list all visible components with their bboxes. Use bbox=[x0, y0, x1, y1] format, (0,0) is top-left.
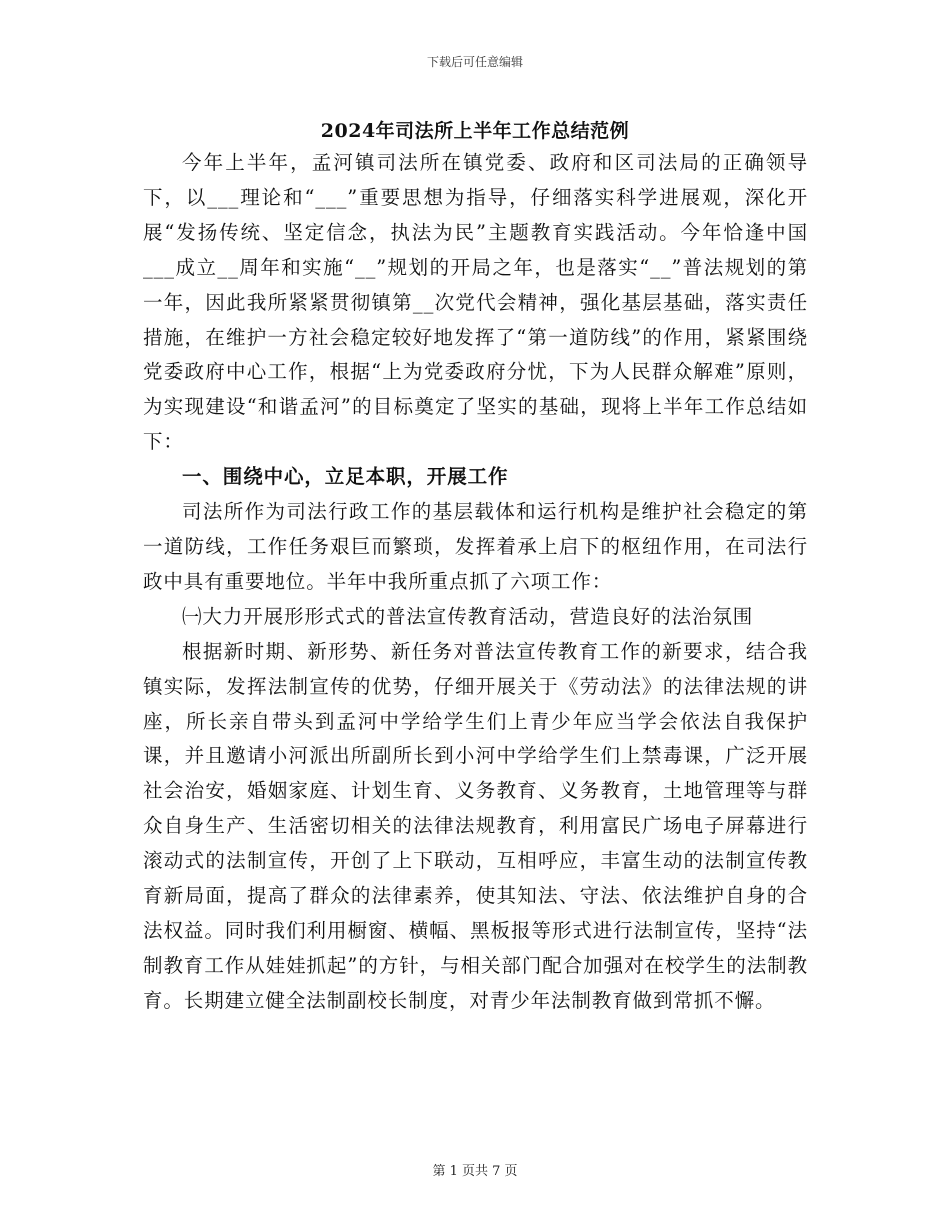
subsection-1-paragraph: 根据新时期、新形势、新任务对普法宣传教育工作的新要求，结合我镇实际，发挥法制宣传的优势，仔细开展关于《劳动法》的法律法规的讲座，所长亲自带头到孟河中学给学生们上青少年应当学会依法自我保护课，并且邀请小河派出所副所长到小河中学给学生们上禁毒课，广泛开展社会治安，婚姻家庭、计划生育、义务教育、义务教育，土地管理等与群众自身生产、生活密切相关的法律法规教育，利用富民广场电子屏幕进行滚动式的法制宣传，开创了上下联动，互相呼应，丰富生动的法制宣传教育新局面，提高了群众的法律素养，使其知法、守法、依法维护自身的合法权益。同时我们利用橱窗、横幅、黑板报等形式进行法制宣传，坚持“法制教育工作从娃娃抓起”的方针，与相关部门配合加强对在校学生的法制教育。长期建立健全法制副校长制度，对青少年法制教育做到常抓不懈。 bbox=[143, 639, 808, 1012]
header-note: 下载后可任意编辑 bbox=[426, 55, 523, 69]
document-body bbox=[143, 146, 808, 1019]
document-title: 2024年司法所上半年工作总结范例 bbox=[320, 120, 630, 142]
section-1-paragraph: 司法所作为司法行政工作的基层载体和运行机构是维护社会稳定的第一道防线，工作任务艰巨而繁琐，发挥着承上启下的枢纽作用，在司法行政中具有重要地位。半年中我所重点抓了六项工作： bbox=[143, 500, 808, 593]
intro-paragraph: 今年上半年，孟河镇司法所在镇党委、政府和区司法局的正确领导下，以___理论和“___”重要思想为指导，仔细落实科学进展观，深化开展“发扬传统、坚定信念，执法为民”主题教育实践活动。今年恰逢中国___成立__周年和实施“__”规划的开局之年，也是落实“__”普法规划的第一年，因此我所紧紧贯彻镇第__次党代会精神，强化基层基础，落实责任措施，在维护一方社会稳定较好地发挥了“第一道防线”的作用，紧紧围绕党委政府中心工作，根据“上为党委政府分忧，下为人民群众解难”原则，为实现建设“和谐孟河”的目标奠定了坚实的基础，现将上半年工作总结如下： bbox=[143, 151, 808, 454]
page-footer: 第 1 页共 7 页 bbox=[432, 1164, 518, 1179]
section-1-heading: 一、围绕中心，立足本职，开展工作 bbox=[182, 465, 509, 489]
subsection-1-heading: ㈠大力开展形形式式的普法宣传教育活动，营造良好的法治氛围 bbox=[182, 604, 754, 628]
